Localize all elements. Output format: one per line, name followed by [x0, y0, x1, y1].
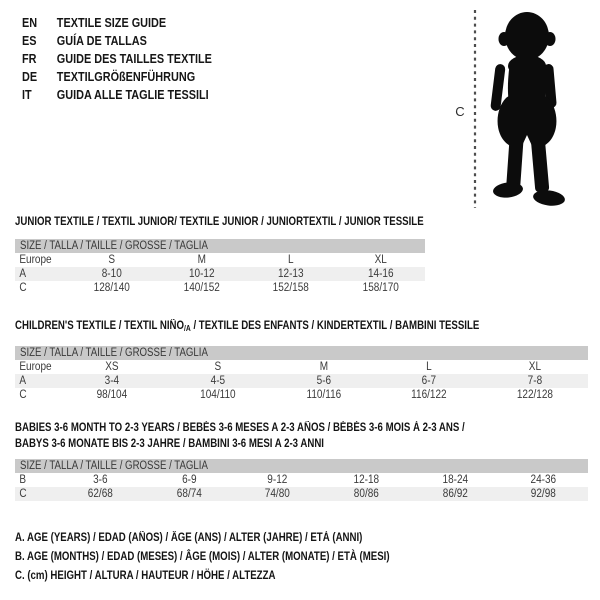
table-cell: S [214, 361, 222, 373]
table-cell: Europe [19, 254, 52, 266]
table-cell: 110/116 [306, 389, 341, 401]
table-cell: C [19, 488, 27, 500]
table-row [15, 267, 425, 281]
size-header-bar: SIZE / TALLA / TAILLE / GRÖSSE / TAGLIA [15, 346, 588, 360]
language-title: TEXTILE SIZE GUIDE [56, 16, 167, 30]
table-cell: XS [105, 361, 119, 373]
table-cell: M [197, 254, 206, 266]
table-row [15, 388, 588, 402]
table-cell: 7-8 [527, 375, 543, 387]
table-cell: L [426, 361, 433, 373]
table-cell: 6-9 [181, 474, 197, 486]
language-code: IT [22, 88, 32, 102]
table-row [15, 360, 588, 374]
language-title: GUÍA DE TALLAS [56, 34, 147, 48]
table-cell: 3-4 [104, 375, 120, 387]
legend-line-a: A. AGE (YEARS) / EDAD (AÑOS) / ÂGE (ANS) / ALTER (JAHRE) / ETÀ (ANNI) [15, 532, 363, 544]
table-cell: 80/86 [353, 488, 379, 500]
legend-line-b: B. AGE (MONTHS) / EDAD (MESES) / ÂGE (MOIS) / ALTER (MONATE) / ETÀ (MESI) [15, 551, 390, 563]
table-cell: C [19, 389, 27, 401]
table-cell: 128/140 [93, 282, 130, 294]
table-row [15, 374, 588, 388]
table-cell: C [19, 282, 27, 294]
table-cell: 4-5 [210, 375, 225, 387]
legend [15, 529, 390, 586]
heading-line: BABIES 3-6 MONTH TO 2-3 YEARS / BEBÉS 3-6 MESES A 2-3 AÑOS / BÉBÉS 3-6 MOIS À 2-3 ANS / [15, 422, 465, 434]
table-cell: 104/110 [199, 389, 236, 401]
table-cell: 10-12 [188, 268, 215, 280]
table-cell: 12-18 [353, 474, 380, 486]
section-heading-babies [15, 420, 465, 452]
table-cell: XL [374, 254, 387, 266]
table-cell: 3-6 [93, 474, 108, 486]
table-cell: 116/122 [411, 389, 447, 401]
table-row [15, 253, 425, 267]
table-cell: B [19, 474, 27, 486]
language-row [22, 32, 212, 50]
legend-line-c: C. (cm) HEIGHT / ALTURA / HAUTEUR / HÖHE / ALTEZZA [15, 570, 276, 582]
table-cell: 18-24 [442, 474, 468, 486]
table-cell: 68/74 [176, 488, 202, 500]
table-cell: XL [528, 361, 542, 373]
language-list [22, 14, 240, 104]
language-title: GUIDA ALLE TAGLIE TESSILI [56, 88, 209, 102]
height-measure-label: C [455, 104, 465, 119]
baby-silhouette [490, 12, 566, 207]
table-cell: 5-6 [316, 375, 331, 387]
language-code: FR [22, 52, 37, 66]
table-cell: 8-10 [101, 268, 122, 280]
size-header-bar: SIZE / TALLA / TAILLE / GRÖSSE / TAGLIA [15, 239, 425, 253]
junior-size-table [15, 239, 425, 295]
table-cell: 152/158 [272, 282, 309, 294]
language-code: ES [22, 34, 37, 48]
table-cell: S [108, 254, 116, 266]
size-header-bar: SIZE / TALLA / TAILLE / GRÖSSE / TAGLIA [15, 459, 588, 473]
table-cell: Europe [19, 361, 52, 373]
subscript: /A [184, 324, 191, 333]
section-heading-junior: JUNIOR TEXTILE / TEXTIL JUNIOR/ TEXTILE JUNIOR / JUNIORTEXTIL / JUNIOR TESSILE [15, 216, 424, 228]
table-cell: 14-16 [367, 268, 394, 280]
table-cell: 92/98 [531, 488, 557, 500]
language-title: TEXTILGRÖßENFÜHRUNG [56, 70, 196, 84]
table-cell: A [19, 375, 27, 387]
section-heading-children: CHILDREN'S TEXTILE / TEXTIL $NIÑO_{/A}$ / TEXTILE DES ENFANTS / KINDERTEXTIL / BAMBINI TESSILE [15, 320, 480, 333]
table-cell: 98/104 [96, 389, 128, 401]
table-cell: 9-12 [267, 474, 288, 486]
table-cell: 74/80 [265, 488, 291, 500]
language-code: EN [22, 16, 38, 30]
table-cell: M [319, 361, 328, 373]
table-cell: 122/128 [517, 389, 554, 401]
table-row [15, 281, 425, 295]
table-row [15, 487, 588, 501]
language-row [22, 68, 212, 86]
heading-line: BABYS 3-6 MONATE BIS 2-3 JAHRE / BAMBINI 3-6 MESI A 2-3 ANNI [15, 438, 324, 450]
table-cell: 140/152 [183, 282, 220, 294]
table-cell: 158/170 [362, 282, 399, 294]
table-cell: 12-13 [277, 268, 304, 280]
babies-size-table [15, 459, 588, 501]
table-cell: 6-7 [422, 375, 437, 387]
table-row [15, 473, 588, 487]
table-cell: 86/92 [442, 488, 468, 500]
language-row [22, 50, 212, 68]
table-cell: A [19, 268, 27, 280]
table-cell: 24-36 [530, 474, 557, 486]
language-title: GUIDE DES TAILLES TEXTILE [56, 52, 212, 66]
table-cell: L [287, 254, 294, 266]
language-row [22, 14, 212, 32]
language-row [22, 86, 212, 104]
table-cell: 62/68 [87, 488, 113, 500]
language-code: DE [22, 70, 38, 84]
children-size-table [15, 346, 588, 402]
